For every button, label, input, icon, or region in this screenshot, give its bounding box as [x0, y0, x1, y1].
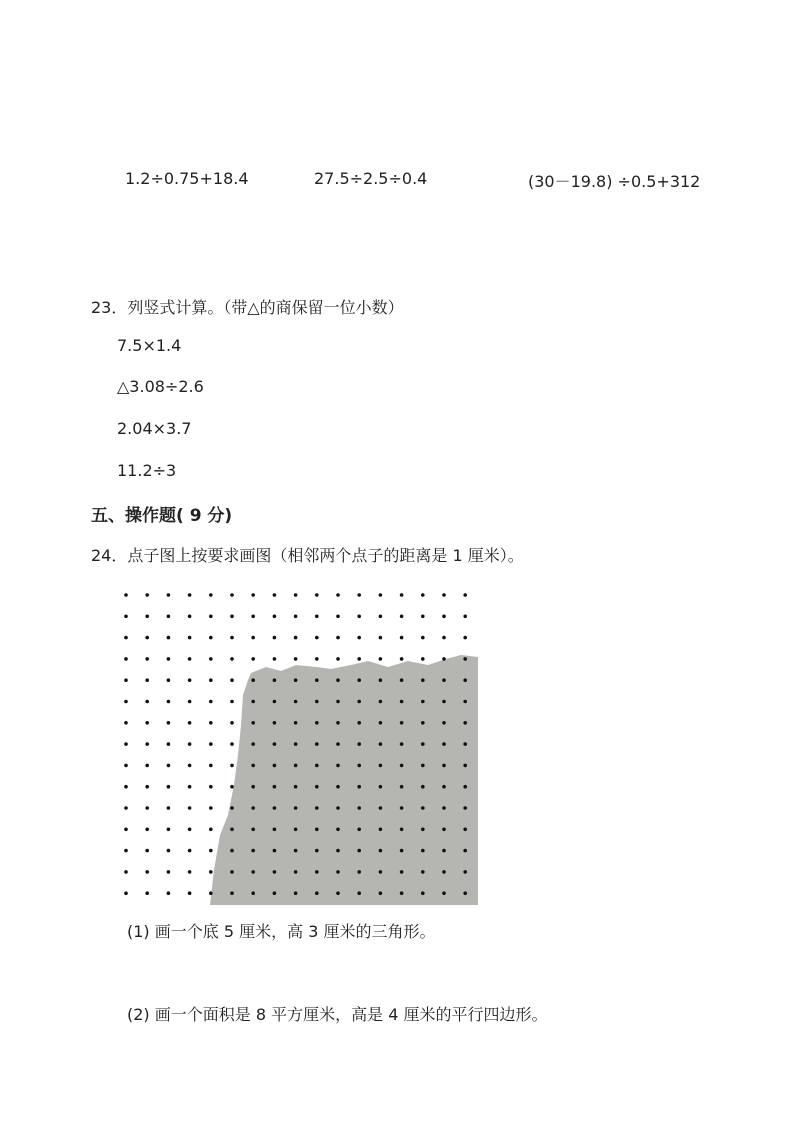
grid-dot — [209, 870, 213, 874]
grid-dot — [145, 764, 149, 768]
grid-dot — [421, 721, 425, 725]
question-24-title: 24．点子图上按要求画图（相邻两个点子的距离是 1 厘米）。 — [91, 546, 524, 565]
grid-dot — [294, 828, 298, 832]
grid-dot — [167, 870, 171, 874]
grid-dot — [251, 742, 255, 746]
grid-dot — [209, 806, 213, 810]
grid-dot — [442, 678, 446, 682]
grid-dot — [379, 870, 383, 874]
grid-dot — [167, 891, 171, 895]
grid-dot — [421, 636, 425, 640]
grid-dot — [167, 721, 171, 725]
grid-dot — [273, 806, 277, 810]
grid-dot — [124, 828, 128, 832]
grid-dot — [145, 657, 149, 661]
grid-dot — [421, 891, 425, 895]
grid-dot — [315, 785, 319, 789]
grid-dot — [400, 678, 404, 682]
grid-dot — [188, 657, 192, 661]
grid-dot — [379, 657, 383, 661]
grid-dot — [357, 700, 361, 704]
grid-dot — [400, 806, 404, 810]
q23-item-3: 2.04×3.7 — [117, 419, 192, 438]
grid-dot — [124, 636, 128, 640]
grid-dot — [463, 636, 467, 640]
grid-dot — [400, 657, 404, 661]
grid-dot — [251, 721, 255, 725]
grid-dot — [421, 806, 425, 810]
grid-dot — [379, 849, 383, 853]
grid-dot — [230, 870, 234, 874]
grid-dot — [336, 785, 340, 789]
grid-dot — [421, 657, 425, 661]
grid-dot — [442, 849, 446, 853]
grid-dot — [167, 849, 171, 853]
grid-dot — [315, 636, 319, 640]
grid-dot — [442, 636, 446, 640]
grid-dot — [315, 870, 319, 874]
grid-dot — [336, 657, 340, 661]
grid-dot — [336, 700, 340, 704]
grid-dot — [357, 678, 361, 682]
grid-dot — [273, 870, 277, 874]
q24-task-1: (1) 画一个底 5 厘米，高 3 厘米的三角形。 — [127, 922, 436, 941]
grid-dot — [124, 806, 128, 810]
grid-dot — [251, 785, 255, 789]
grid-dot — [273, 828, 277, 832]
grid-dot — [463, 593, 467, 597]
grid-dot — [442, 828, 446, 832]
grid-dot — [336, 764, 340, 768]
grid-dot — [357, 806, 361, 810]
grid-dot — [167, 636, 171, 640]
grid-dot — [251, 636, 255, 640]
grid-dot — [357, 849, 361, 853]
grid-dot — [188, 806, 192, 810]
grid-dot — [230, 700, 234, 704]
grid-dot — [357, 657, 361, 661]
grid-dot — [251, 678, 255, 682]
grid-dot — [167, 657, 171, 661]
grid-dot — [421, 742, 425, 746]
grid-dot — [463, 785, 467, 789]
grid-dot — [336, 891, 340, 895]
grid-dot — [230, 593, 234, 597]
grid-dot — [209, 700, 213, 704]
grid-dot — [442, 593, 446, 597]
grid-dot — [145, 615, 149, 619]
grid-dot — [273, 700, 277, 704]
grid-dot — [273, 721, 277, 725]
grid-dot — [442, 721, 446, 725]
grid-dot — [209, 678, 213, 682]
grid-dot — [124, 870, 128, 874]
grid-dot — [315, 849, 319, 853]
grid-dot — [251, 849, 255, 853]
grid-dot — [167, 828, 171, 832]
grid-dot — [167, 785, 171, 789]
grid-dot — [145, 636, 149, 640]
grid-dot — [230, 636, 234, 640]
q23-item-4: 11.2÷3 — [117, 461, 177, 480]
shaded-scan-region — [210, 655, 478, 905]
grid-dot — [294, 849, 298, 853]
grid-dot — [145, 891, 149, 895]
grid-dot — [463, 764, 467, 768]
grid-dot — [273, 678, 277, 682]
grid-dot — [188, 870, 192, 874]
grid-dot — [294, 806, 298, 810]
grid-dot — [421, 678, 425, 682]
grid-dot — [273, 742, 277, 746]
grid-dot — [209, 615, 213, 619]
grid-dot — [145, 742, 149, 746]
grid-dot — [379, 700, 383, 704]
grid-dot — [463, 615, 467, 619]
grid-dot — [379, 785, 383, 789]
grid-dot — [124, 593, 128, 597]
grid-dot — [400, 849, 404, 853]
grid-dot — [463, 806, 467, 810]
grid-dot — [251, 615, 255, 619]
grid-dot — [336, 828, 340, 832]
grid-dot — [400, 764, 404, 768]
grid-dot — [124, 849, 128, 853]
grid-dot — [442, 657, 446, 661]
grid-dot — [379, 806, 383, 810]
grid-dot — [209, 891, 213, 895]
grid-dot — [400, 891, 404, 895]
grid-dot — [188, 721, 192, 725]
grid-dot — [188, 764, 192, 768]
grid-dot — [442, 700, 446, 704]
grid-dot — [357, 891, 361, 895]
grid-dot — [379, 764, 383, 768]
grid-dot — [315, 742, 319, 746]
grid-dot — [294, 742, 298, 746]
grid-dot — [294, 678, 298, 682]
grid-dot — [294, 764, 298, 768]
grid-dot — [463, 700, 467, 704]
grid-dot — [379, 593, 383, 597]
grid-dot — [167, 742, 171, 746]
grid-dot — [230, 849, 234, 853]
grid-dot — [230, 678, 234, 682]
grid-dot — [357, 828, 361, 832]
q23-item-2: △3.08÷2.6 — [117, 377, 204, 396]
calc-expression-3: (30－19.8) ÷0.5+312 — [528, 172, 701, 191]
grid-dot — [400, 593, 404, 597]
grid-dot — [251, 593, 255, 597]
grid-dot — [273, 615, 277, 619]
grid-dot — [273, 764, 277, 768]
calc-expression-2: 27.5÷2.5÷0.4 — [314, 169, 428, 188]
grid-dot — [167, 615, 171, 619]
grid-dot — [442, 785, 446, 789]
grid-dot — [463, 870, 467, 874]
grid-dot — [442, 806, 446, 810]
grid-dot — [463, 657, 467, 661]
grid-dot — [294, 657, 298, 661]
grid-dot — [421, 828, 425, 832]
grid-dot — [124, 700, 128, 704]
grid-dot — [188, 785, 192, 789]
grid-dot — [400, 700, 404, 704]
grid-dot — [145, 700, 149, 704]
section-5-heading: 五、操作题( 9 分) — [91, 506, 233, 526]
grid-dot — [124, 678, 128, 682]
grid-dot — [463, 849, 467, 853]
grid-dot — [357, 721, 361, 725]
grid-dot — [442, 764, 446, 768]
grid-dot — [230, 785, 234, 789]
grid-dot — [336, 721, 340, 725]
grid-dot — [167, 764, 171, 768]
grid-dot — [379, 742, 383, 746]
grid-dot — [167, 700, 171, 704]
grid-dot — [315, 891, 319, 895]
grid-dot — [294, 870, 298, 874]
grid-dot — [188, 828, 192, 832]
grid-dot — [463, 828, 467, 832]
grid-dot — [188, 636, 192, 640]
grid-dot — [145, 721, 149, 725]
grid-dot — [357, 593, 361, 597]
grid-dot — [442, 615, 446, 619]
grid-dot — [463, 678, 467, 682]
grid-dot — [145, 785, 149, 789]
question-23-title: 23．列竖式计算。（带△的商保留一位小数） — [91, 298, 404, 317]
grid-dot — [400, 785, 404, 789]
grid-dot — [315, 700, 319, 704]
grid-dot — [442, 891, 446, 895]
grid-dot — [421, 615, 425, 619]
grid-dot — [124, 764, 128, 768]
grid-dot — [230, 764, 234, 768]
grid-dot — [336, 806, 340, 810]
grid-dot — [400, 870, 404, 874]
grid-dot — [294, 636, 298, 640]
grid-dot — [188, 742, 192, 746]
grid-dot — [379, 636, 383, 640]
grid-dot — [294, 721, 298, 725]
grid-dot — [145, 828, 149, 832]
grid-dot — [209, 764, 213, 768]
grid-dot — [357, 636, 361, 640]
grid-dot — [379, 721, 383, 725]
grid-dot — [209, 828, 213, 832]
grid-dot — [209, 657, 213, 661]
grid-dot — [230, 806, 234, 810]
grid-dot — [230, 742, 234, 746]
grid-dot — [336, 870, 340, 874]
grid-dot — [251, 657, 255, 661]
grid-dot — [145, 593, 149, 597]
grid-dot — [400, 828, 404, 832]
calc-expression-1: 1.2÷0.75+18.4 — [125, 169, 249, 188]
grid-dot — [167, 806, 171, 810]
grid-dot — [188, 849, 192, 853]
grid-dot — [145, 870, 149, 874]
grid-dot — [336, 678, 340, 682]
dot-grid-figure — [116, 585, 478, 905]
grid-dot — [230, 721, 234, 725]
grid-dot — [421, 593, 425, 597]
grid-dot — [463, 891, 467, 895]
grid-dot — [209, 785, 213, 789]
grid-dot — [167, 678, 171, 682]
grid-dot — [251, 891, 255, 895]
q24-task-2: (2) 画一个面积是 8 平方厘米，高是 4 厘米的平行四边形。 — [127, 1005, 548, 1024]
grid-dot — [124, 721, 128, 725]
grid-dot — [209, 593, 213, 597]
grid-dot — [209, 849, 213, 853]
grid-dot — [230, 828, 234, 832]
grid-dot — [124, 785, 128, 789]
grid-dot — [209, 636, 213, 640]
grid-dot — [145, 678, 149, 682]
grid-dot — [188, 700, 192, 704]
grid-dot — [273, 593, 277, 597]
grid-dot — [357, 785, 361, 789]
grid-dot — [230, 657, 234, 661]
grid-dot — [379, 828, 383, 832]
grid-dot — [357, 742, 361, 746]
grid-dot — [273, 891, 277, 895]
grid-dot — [273, 636, 277, 640]
grid-dot — [167, 593, 171, 597]
grid-dot — [188, 615, 192, 619]
grid-dot — [315, 678, 319, 682]
grid-dot — [124, 742, 128, 746]
grid-dot — [336, 742, 340, 746]
grid-dot — [251, 764, 255, 768]
grid-dot — [294, 615, 298, 619]
grid-dot — [336, 615, 340, 619]
grid-dot — [124, 615, 128, 619]
grid-dot — [251, 700, 255, 704]
grid-dot — [400, 636, 404, 640]
grid-dot — [145, 849, 149, 853]
grid-dot — [251, 828, 255, 832]
grid-dot — [421, 849, 425, 853]
grid-dot — [421, 785, 425, 789]
grid-dot — [230, 891, 234, 895]
grid-dot — [209, 742, 213, 746]
grid-dot — [442, 870, 446, 874]
grid-dot — [145, 806, 149, 810]
grid-dot — [294, 785, 298, 789]
grid-dot — [400, 742, 404, 746]
grid-dot — [442, 742, 446, 746]
grid-dot — [400, 615, 404, 619]
grid-dot — [188, 593, 192, 597]
grid-dot — [336, 593, 340, 597]
grid-dot — [421, 764, 425, 768]
grid-dot — [294, 593, 298, 597]
grid-dot — [315, 721, 319, 725]
grid-dot — [336, 849, 340, 853]
grid-dot — [379, 891, 383, 895]
grid-dot — [463, 742, 467, 746]
grid-dot — [251, 806, 255, 810]
grid-dot — [273, 657, 277, 661]
grid-dot — [379, 678, 383, 682]
grid-dot — [315, 764, 319, 768]
grid-dot — [400, 721, 404, 725]
grid-dot — [315, 828, 319, 832]
grid-dot — [188, 891, 192, 895]
grid-dot — [273, 785, 277, 789]
grid-dot — [315, 806, 319, 810]
grid-dot — [188, 678, 192, 682]
grid-dot — [251, 870, 255, 874]
grid-dot — [336, 636, 340, 640]
grid-dot — [421, 870, 425, 874]
grid-dot — [230, 615, 234, 619]
grid-dot — [273, 849, 277, 853]
grid-dot — [379, 615, 383, 619]
grid-dot — [315, 657, 319, 661]
grid-dot — [294, 891, 298, 895]
grid-dot — [124, 657, 128, 661]
grid-dot — [421, 700, 425, 704]
grid-dot — [294, 700, 298, 704]
grid-dot — [209, 721, 213, 725]
q23-item-1: 7.5×1.4 — [117, 336, 182, 355]
grid-dot — [463, 721, 467, 725]
grid-dot — [124, 891, 128, 895]
grid-dot — [357, 870, 361, 874]
grid-dot — [315, 615, 319, 619]
grid-dot — [315, 593, 319, 597]
grid-dot — [357, 764, 361, 768]
grid-dot — [357, 615, 361, 619]
